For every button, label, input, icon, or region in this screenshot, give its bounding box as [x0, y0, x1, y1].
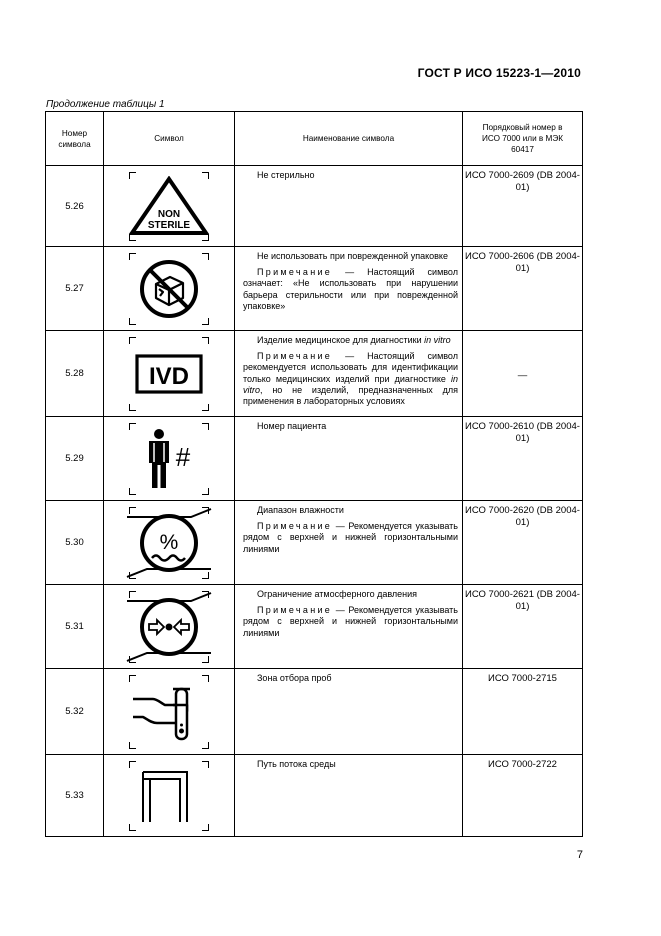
table-row — [46, 417, 583, 501]
name-cell — [235, 247, 463, 331]
header-name: Наименование символа — [235, 112, 463, 166]
table-row — [46, 331, 583, 417]
table-caption: Продолжение таблицы 1 — [46, 99, 165, 110]
header-number: Номер символа — [46, 112, 104, 166]
reference-cell: ИСО 7000-2610 (DB 2004-01) — [463, 417, 583, 501]
svg-text:IVD: IVD — [148, 362, 190, 390]
header-reference: Порядковый номер в ИСО 7000 или в МЭК 60417 — [463, 112, 583, 166]
name-cell — [235, 585, 463, 669]
svg-text:#: # — [175, 441, 191, 472]
non-sterile-icon — [129, 176, 209, 236]
reference-cell: ИСО 7000-2722 — [463, 755, 583, 837]
symbol-name: Ограничение атмосферного давления — [257, 589, 418, 599]
fluid-path-icon — [139, 768, 199, 824]
reference-cell: ИСО 7000-2715 — [463, 669, 583, 755]
table-row — [46, 585, 583, 669]
table-header-row — [46, 112, 583, 166]
row-number: 5.27 — [46, 247, 104, 331]
table-row — [46, 755, 583, 837]
name-cell — [235, 331, 463, 417]
note-text: — Рекомендуется указывать рядом с верхней и нижней горизонтальными линиями — [243, 521, 458, 554]
symbol-name: Путь потока среды — [257, 759, 336, 769]
symbol-cell — [104, 166, 235, 247]
symbol-note — [243, 605, 458, 639]
sampling-site-icon — [129, 681, 209, 743]
symbol-name: Зона отбора проб — [257, 673, 332, 683]
name-cell — [235, 166, 463, 247]
symbol-name: Изделие медицинское для диагностики in vitro — [257, 335, 451, 345]
table-row — [46, 669, 583, 755]
atmospheric-pressure-limitation-icon — [121, 591, 217, 663]
row-number: 5.28 — [46, 331, 104, 417]
symbol-cell — [104, 501, 235, 585]
symbol-cell — [104, 755, 235, 837]
reference-cell: ИСО 7000-2621 (DB 2004-01) — [463, 585, 583, 669]
reference-cell: — — [463, 331, 583, 417]
symbol-name: Номер пациента — [257, 421, 327, 431]
name-cell — [235, 417, 463, 501]
svg-text:STERILE: STERILE — [147, 220, 191, 231]
do-not-use-if-damaged-icon — [138, 258, 200, 320]
table-row — [46, 501, 583, 585]
symbol-note: Примечание — Настоящий символ рекомендуется использовать для идентификации только медицинских изделий при диагностике in vitro, но не изделий, предназначенных для применения в лабораторных условиях — [243, 351, 458, 407]
reference-cell: ИСО 7000-2606 (DB 2004-01) — [463, 247, 583, 331]
reference-cell: ИСО 7000-2609 (DB 2004-01) — [463, 166, 583, 247]
symbol-note — [243, 267, 458, 312]
row-number: 5.29 — [46, 417, 104, 501]
row-number: 5.26 — [46, 166, 104, 247]
row-number: 5.32 — [46, 669, 104, 755]
table-row — [46, 166, 583, 247]
row-number: 5.30 — [46, 501, 104, 585]
page-number: 7 — [576, 849, 583, 861]
symbol-cell — [104, 669, 235, 755]
symbol-cell — [104, 331, 235, 417]
symbol-cell — [104, 417, 235, 501]
patient-number-icon — [141, 428, 197, 490]
symbol-cell — [104, 585, 235, 669]
svg-text:NON: NON — [157, 209, 181, 220]
row-number: 5.31 — [46, 585, 104, 669]
note-text: — Рекомендуется указывать рядом с верхней и нижней горизонтальными линиями — [243, 605, 458, 638]
reference-cell: ИСО 7000-2620 (DB 2004-01) — [463, 501, 583, 585]
note-text: — Настоящий символ означает: «Не использовать при нарушении барьера стерильности или при поврежденной упаковке» — [243, 267, 458, 311]
note-label: Примечание — [257, 521, 333, 532]
humidity-range-icon — [121, 507, 217, 579]
note-label: Примечание — [257, 351, 333, 362]
symbol-note — [243, 521, 458, 555]
name-cell — [235, 755, 463, 837]
symbol-cell — [104, 247, 235, 331]
table-row — [46, 247, 583, 331]
symbol-name: Не использовать при поврежденной упаковке — [257, 251, 448, 261]
symbol-name: Не стерильно — [257, 170, 315, 180]
symbols-table — [45, 111, 583, 837]
name-cell — [235, 501, 463, 585]
document-standard-header: ГОСТ Р ИСО 15223-1—2010 — [417, 66, 581, 80]
name-cell — [235, 669, 463, 755]
svg-text:%: % — [159, 530, 179, 554]
note-label: Примечание — [257, 267, 333, 278]
symbol-name: Диапазон влажности — [257, 505, 344, 515]
note-label: Примечание — [257, 605, 333, 616]
ivd-icon — [135, 354, 203, 394]
row-number: 5.33 — [46, 755, 104, 837]
header-symbol: Символ — [104, 112, 235, 166]
